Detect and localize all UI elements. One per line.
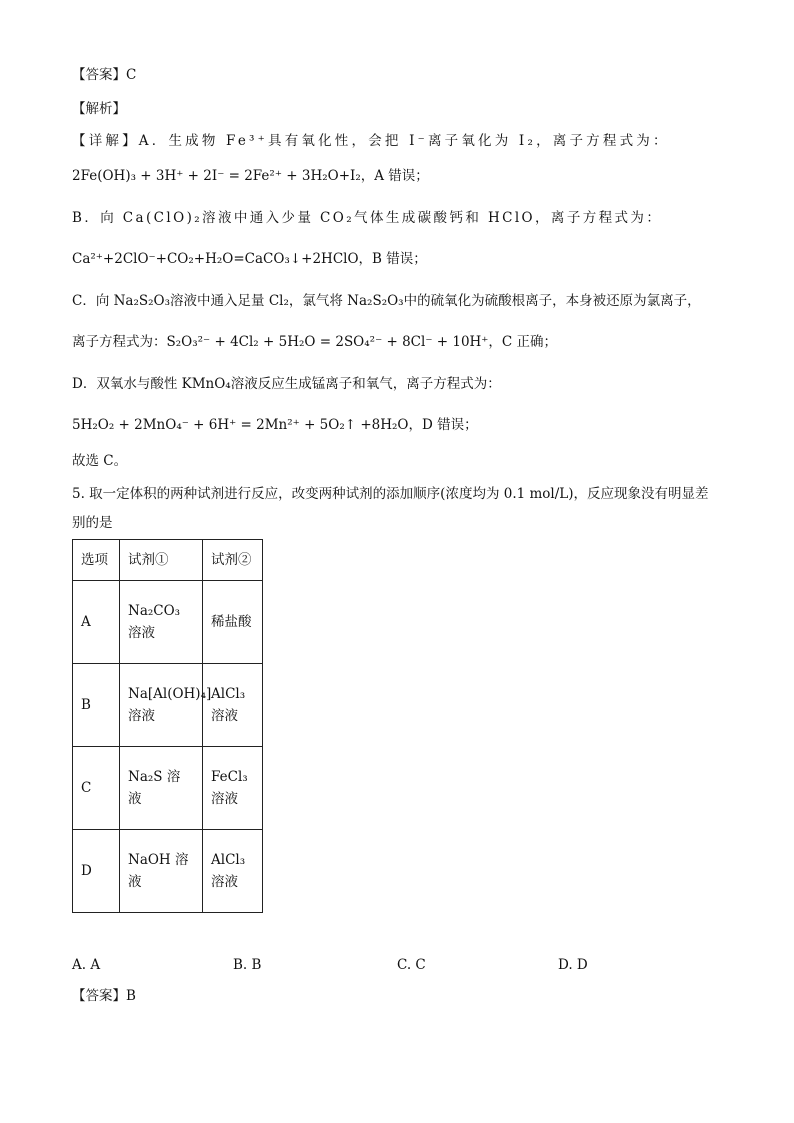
row-option: C — [73, 747, 120, 830]
conclusion: 故选 C。 — [72, 453, 128, 469]
row-option: A — [73, 581, 120, 664]
detail-b-line: B．向 Ca(ClO)₂溶液中通入少量 CO₂气体生成碳酸钙和 HClO，离子方程式为： — [72, 210, 663, 226]
row-reagent-2: FeCl₃ 溶液 — [203, 747, 263, 830]
detail-a-line: 【详解】A．生成物 Fe³⁺具有氧化性，会把 I⁻离子氧化为 I₂，离子方程式为： — [72, 133, 670, 149]
header-reagent-1: 试剂① — [120, 540, 203, 581]
row-reagent-2: AlCl₃ 溶液 — [203, 830, 263, 913]
row-reagent-1: Na[Al(OH)₄] 溶液 — [120, 664, 203, 747]
row-reagent-1: Na₂S 溶 液 — [120, 747, 203, 830]
answer-label: 【答案】 — [72, 67, 126, 83]
previous-answer — [72, 65, 136, 85]
table-row — [73, 830, 263, 913]
row-option: B — [73, 664, 120, 747]
final-answer-value: B — [126, 988, 136, 1004]
detail-c-equation: 离子方程式为：S₂O₃²⁻ + 4Cl₂ + 5H₂O = 2SO₄²⁻ + 8Cl⁻ + 10H⁺，C 正确； — [72, 334, 558, 350]
detail-c-line: C．向 Na₂S₂O₃溶液中通入足量 Cl₂，氯气将 Na₂S₂O₃中的硫氧化为硫酸根离子，本身被还原为氯离子， — [72, 293, 701, 309]
analysis-label: 解析 — [85, 101, 113, 117]
row-reagent-1: NaOH 溶 液 — [120, 830, 203, 913]
question-line-2: 别的是 — [72, 515, 113, 531]
answer-value: C — [126, 67, 137, 83]
choice-b[interactable]: B. B — [233, 957, 262, 973]
header-reagent-2: 试剂② — [203, 540, 263, 581]
final-answer — [72, 986, 136, 1006]
question-line-1: 5. 取一定体积的两种试剂进行反应，改变两种试剂的添加顺序(浓度均为 0.1 mol/L)，反应现象没有明显差 — [72, 486, 709, 502]
row-reagent-2: AlCl₃ 溶液 — [203, 664, 263, 747]
detail-a-equation: 2Fe(OH)₃ + 3H⁺ + 2I⁻ = 2Fe²⁺ + 3H₂O+I₂，A 错误； — [72, 168, 429, 184]
table-row — [73, 664, 263, 747]
table-row — [73, 747, 263, 830]
row-reagent-1: Na₂CO₃ 溶液 — [120, 581, 203, 664]
choice-d[interactable]: D. D — [558, 957, 588, 973]
row-reagent-2: 稀盐酸 — [203, 581, 263, 664]
detail-d-line: D．双氧水与酸性 KMnO₄溶液反应生成锰离子和氧气，离子方程式为： — [72, 376, 501, 392]
table-header-row — [73, 540, 263, 581]
detail-b-equation: Ca²⁺+2ClO⁻+CO₂+H₂O=CaCO₃↓+2HClO，B 错误； — [72, 251, 427, 267]
reagent-table — [72, 539, 263, 913]
detail-d-equation: 5H₂O₂ + 2MnO₄⁻ + 6H⁺ = 2Mn²⁺ + 5O₂↑ +8H₂O，D 错误； — [72, 417, 478, 433]
header-option: 选项 — [73, 540, 120, 581]
analysis-heading: 【解析】 — [72, 101, 126, 117]
choice-c[interactable]: C. C — [397, 957, 426, 973]
table-row — [73, 581, 263, 664]
final-answer-label: 【答案】 — [72, 988, 126, 1004]
choice-a[interactable]: A. A — [72, 957, 101, 973]
row-option: D — [73, 830, 120, 913]
